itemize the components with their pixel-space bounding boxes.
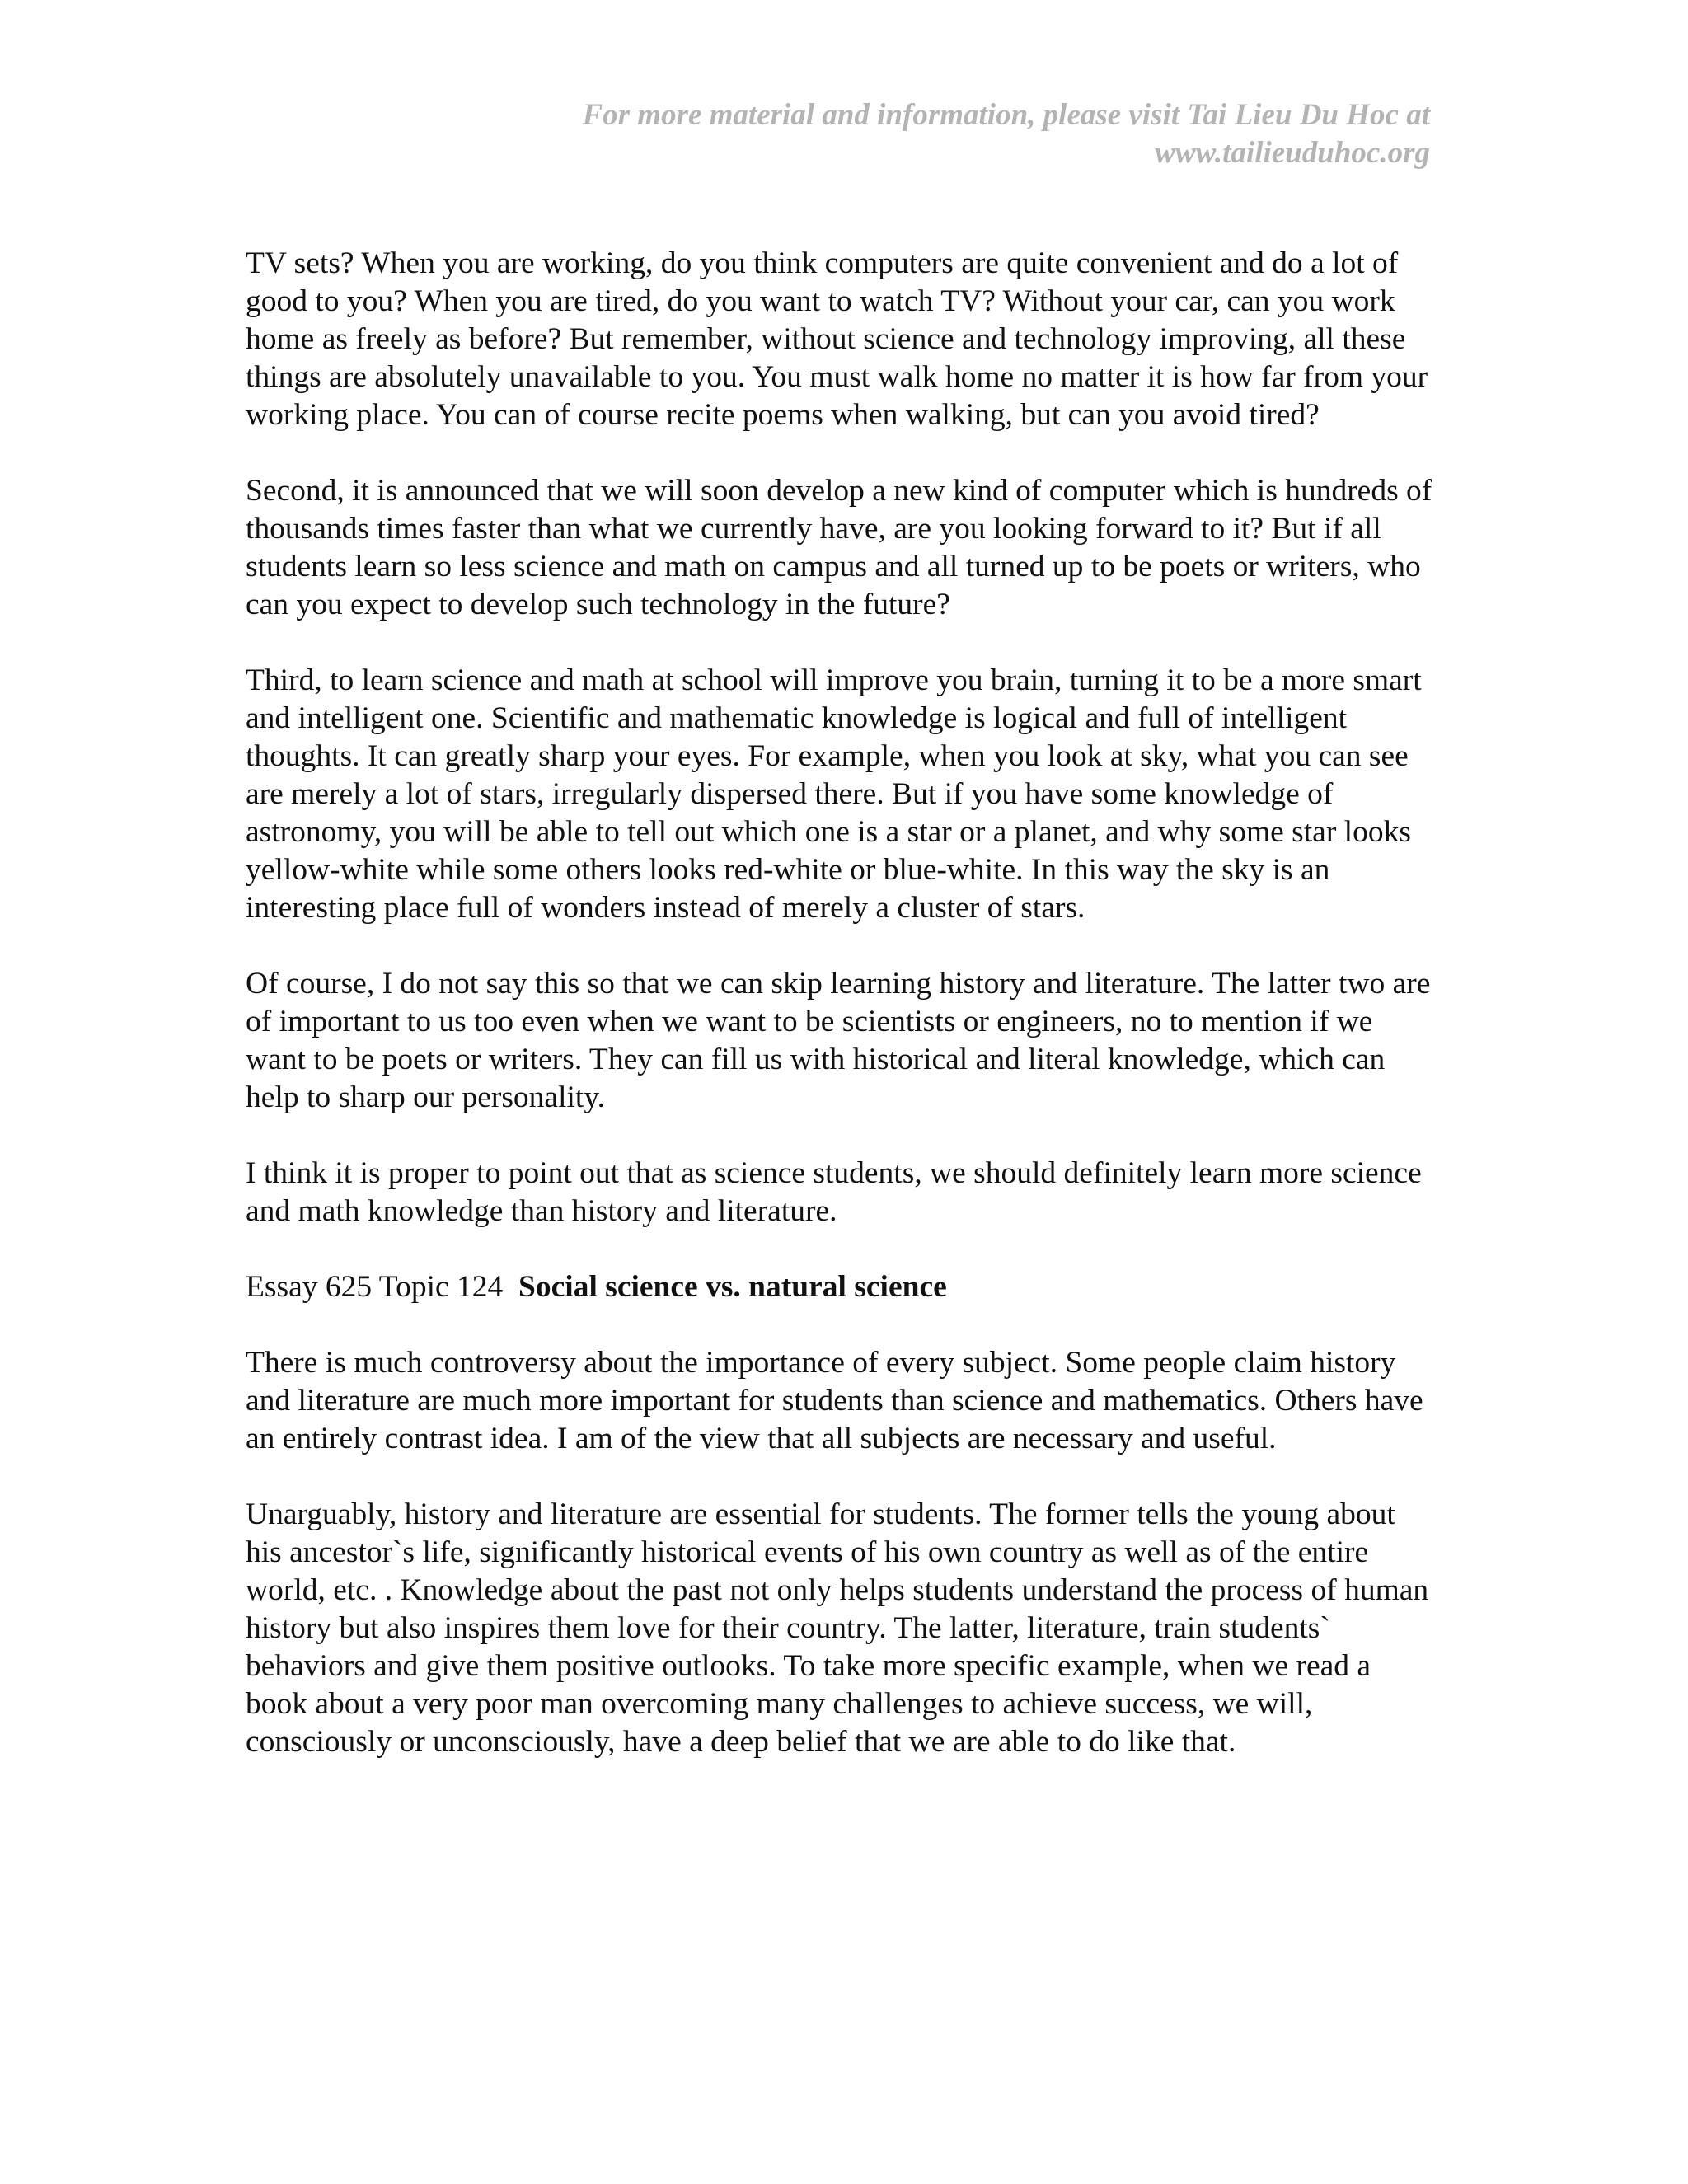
paragraph: There is much controversy about the importance of every subject. Some people claim history and literature are much more important for students than science and mathematics. Others have an entirely contrast idea. I am of the view that all subjects are necessary and useful. bbox=[246, 1346, 1423, 1455]
essay-title: Social science vs. natural science bbox=[518, 1270, 947, 1304]
page-header bbox=[441, 96, 1430, 172]
header-website: www.tailieuduhoc.org bbox=[1155, 136, 1430, 170]
paragraph: Third, to learn science and math at school will improve you brain, turning it to be a more smart and intelligent one. Scientific and mathematic knowledge is logical and full of intelligent thoughts. It can greatly sharp your eyes. For example, when you look at sky, what you can see are merely a lot of stars, irregularly dispersed there. But if you have some knowledge of astronomy, you will be able to tell out which one is a star or a planet, and why some star looks yellow-white while some others looks red-white or blue-white. In this way the sky is an interesting place full of wonders instead of merely a cluster of stars. bbox=[246, 663, 1422, 925]
document-body bbox=[246, 245, 1437, 1799]
header-line-1: For more material and information, please visit Tai Lieu Du Hoc at bbox=[582, 98, 1430, 132]
paragraph: Of course, I do not say this so that we can skip learning history and literature. The latter two are of important to us too even when we want to be scientists or engineers, no to mention if we want to be poets or writers. They can fill us with historical and literal knowledge, which can help to sharp our personality. bbox=[246, 967, 1431, 1114]
paragraph: I think it is proper to point out that as science students, we should definitely learn more science and math knowledge than history and literature. bbox=[246, 1156, 1422, 1228]
essay-number: Essay 625 Topic 124 bbox=[246, 1270, 519, 1304]
paragraph: TV sets? When you are working, do you think computers are quite convenient and do a lot of good to you? When you are tired, do you want to watch TV? Without your car, can you work home as freely as before? But remember, without science and technology improving, all these things are absolutely unavailable to you. You must walk home no matter it is how far from your working place. You can of course recite poems when walking, but can you avoid tired? bbox=[246, 246, 1428, 432]
paragraph: Second, it is announced that we will soon develop a new kind of computer which is hundreds of thousands times faster than what we currently have, are you looking forward to it? But if all students learn so less science and math on campus and all turned up to be poets or writers, who can you expect to develop such technology in the future? bbox=[246, 474, 1432, 621]
essay-heading bbox=[246, 1268, 1437, 1306]
paragraph: Unarguably, history and literature are essential for students. The former tells the young about his ancestor`s life, significantly historical events of his own country as well as of the entire world, etc. . Knowledge about the past not only helps students understand the process of human history but also inspires them love for their country. The latter, literature, train students` behaviors and give them positive outlooks. To take more specific example, when we read a book about a very poor man overcoming many challenges to achieve success, we will, consciously or unconsciously, have a deep belief that we are able to do like that. bbox=[246, 1497, 1429, 1759]
